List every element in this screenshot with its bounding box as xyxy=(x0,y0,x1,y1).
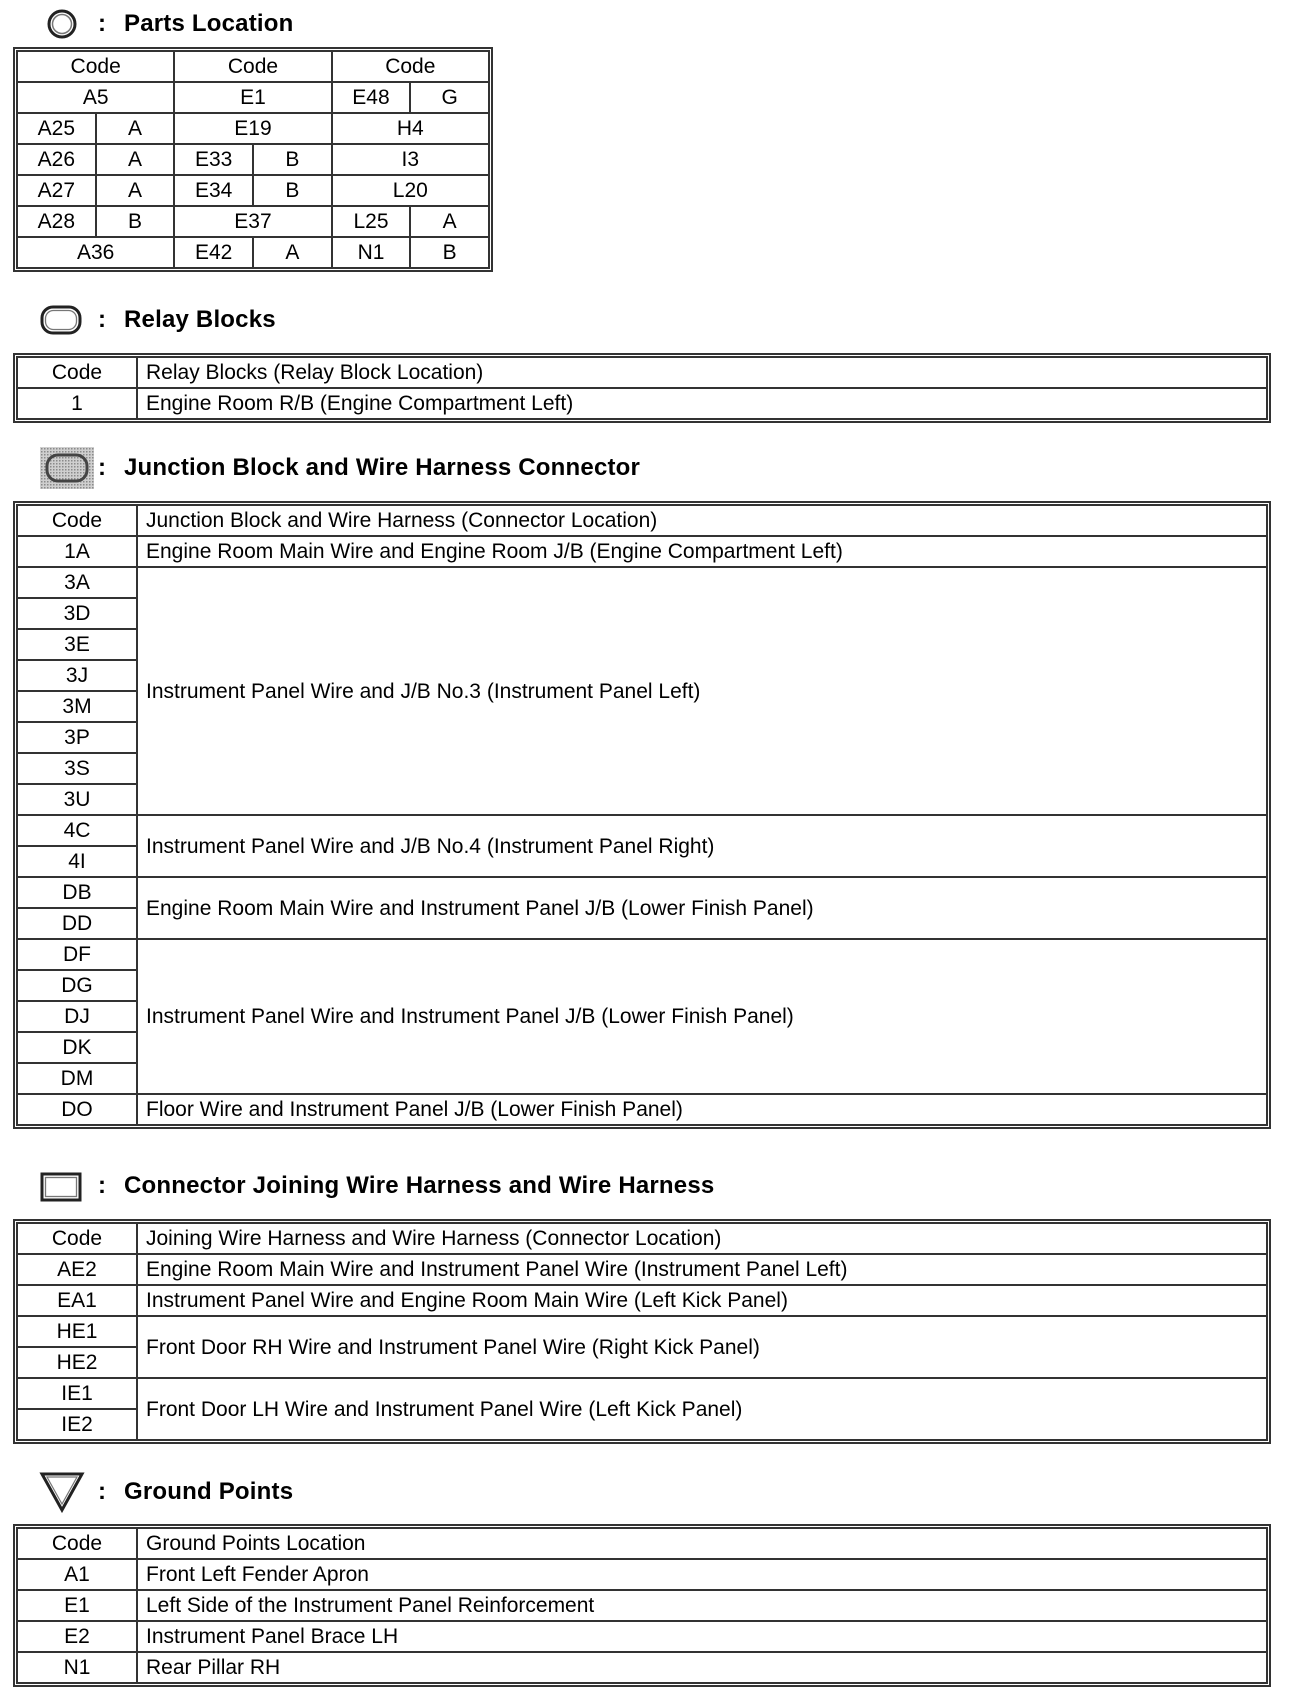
code-cell: 4C xyxy=(17,815,137,846)
table-row xyxy=(17,113,489,144)
code-cell: E19 xyxy=(174,113,331,144)
code-cell: A27 xyxy=(17,175,96,206)
table-row xyxy=(17,144,489,175)
desc-cell: Engine Room Main Wire and Instrument Panel J/B (Lower Finish Panel) xyxy=(137,877,1267,939)
desc-cell: Instrument Panel Wire and Instrument Panel J/B (Lower Finish Panel) xyxy=(137,939,1267,1094)
table-header-row xyxy=(17,357,1267,388)
ground-points-heading xyxy=(38,1472,293,1512)
parts-location-table xyxy=(16,50,490,269)
desc-cell: Front Door LH Wire and Instrument Panel Wire (Left Kick Panel) xyxy=(137,1378,1267,1440)
code-cell: E37 xyxy=(174,206,331,237)
code-cell: 3D xyxy=(17,598,137,629)
table-row xyxy=(17,877,1267,908)
suffix-cell: B xyxy=(410,237,489,268)
ground-points-table xyxy=(16,1527,1268,1684)
code-cell: A26 xyxy=(17,144,96,175)
table-row xyxy=(17,175,489,206)
suffix-cell: A xyxy=(96,175,175,206)
desc-cell: Instrument Panel Wire and J/B No.3 (Instrument Panel Left) xyxy=(137,567,1267,815)
suffix-cell: A xyxy=(410,206,489,237)
circle-icon xyxy=(38,4,98,44)
code-cell: DF xyxy=(17,939,137,970)
suffix-cell: B xyxy=(96,206,175,237)
code-cell: 3J xyxy=(17,660,137,691)
relay-blocks-table xyxy=(16,356,1268,420)
table-row xyxy=(17,1254,1267,1285)
table-row xyxy=(17,815,1267,846)
code-cell: H4 xyxy=(332,113,489,144)
code-cell: HE2 xyxy=(17,1347,137,1378)
table-row xyxy=(17,1094,1267,1125)
code-cell: IE1 xyxy=(17,1378,137,1409)
relay-blocks-heading xyxy=(38,300,276,340)
junction-block-heading xyxy=(38,448,640,488)
table-row xyxy=(17,567,1267,598)
table-row xyxy=(17,1378,1267,1409)
code-cell: E1 xyxy=(174,82,331,113)
code-cell: L25 xyxy=(332,206,411,237)
table-row xyxy=(17,82,489,113)
code-cell: 3U xyxy=(17,784,137,815)
table-row xyxy=(17,1316,1267,1347)
code-cell: 3E xyxy=(17,629,137,660)
colon: : xyxy=(98,10,106,37)
table-row xyxy=(17,1621,1267,1652)
header-desc-cell: Joining Wire Harness and Wire Harness (Connector Location) xyxy=(137,1223,1267,1254)
rect-icon xyxy=(38,1166,98,1206)
header-cell: Code xyxy=(17,51,174,82)
section-title: Parts Location xyxy=(124,10,294,37)
desc-cell: Engine Room Main Wire and Engine Room J/B (Engine Compartment Left) xyxy=(137,536,1267,567)
code-cell: DM xyxy=(17,1063,137,1094)
suffix-cell: G xyxy=(410,82,489,113)
header-cell: Code xyxy=(174,51,331,82)
desc-cell: Instrument Panel Wire and J/B No.4 (Instrument Panel Right) xyxy=(137,815,1267,877)
desc-cell: Front Door RH Wire and Instrument Panel Wire (Right Kick Panel) xyxy=(137,1316,1267,1378)
code-cell: A1 xyxy=(17,1559,137,1590)
desc-cell: Instrument Panel Brace LH xyxy=(137,1621,1267,1652)
suffix-cell: A xyxy=(253,237,332,268)
code-cell: IE2 xyxy=(17,1409,137,1440)
code-cell: DO xyxy=(17,1094,137,1125)
section-title: Junction Block and Wire Harness Connector xyxy=(124,454,641,481)
code-cell: 4I xyxy=(17,846,137,877)
code-cell: 1A xyxy=(17,536,137,567)
shaded-rounded-rect-icon xyxy=(38,448,98,488)
header-code-cell: Code xyxy=(17,357,137,388)
code-cell: L20 xyxy=(332,175,489,206)
desc-cell: Floor Wire and Instrument Panel J/B (Lower Finish Panel) xyxy=(137,1094,1267,1125)
code-cell: E1 xyxy=(17,1590,137,1621)
colon: : xyxy=(98,306,106,333)
table-header-row xyxy=(17,1223,1267,1254)
section-title: Ground Points xyxy=(124,1478,294,1505)
code-cell: 3P xyxy=(17,722,137,753)
code-cell: 1 xyxy=(17,388,137,419)
suffix-cell: A xyxy=(96,113,175,144)
desc-cell: Front Left Fender Apron xyxy=(137,1559,1267,1590)
code-cell: A5 xyxy=(17,82,174,113)
desc-cell: Instrument Panel Wire and Engine Room Main Wire (Left Kick Panel) xyxy=(137,1285,1267,1316)
code-cell: DD xyxy=(17,908,137,939)
header-desc-cell: Junction Block and Wire Harness (Connector Location) xyxy=(137,505,1267,536)
header-cell: Code xyxy=(332,51,489,82)
colon: : xyxy=(98,1478,106,1505)
table-row xyxy=(17,1590,1267,1621)
colon: : xyxy=(98,1172,106,1199)
code-cell: 3M xyxy=(17,691,137,722)
code-cell: N1 xyxy=(332,237,411,268)
table-row xyxy=(17,237,489,268)
section-title: Relay Blocks xyxy=(124,306,276,333)
connector-joining-heading xyxy=(38,1166,714,1206)
connector-joining-table xyxy=(16,1222,1268,1441)
section-title: Connector Joining Wire Harness and Wire Harness xyxy=(124,1172,715,1199)
code-cell: 3S xyxy=(17,753,137,784)
code-cell: N1 xyxy=(17,1652,137,1683)
header-code-cell: Code xyxy=(17,1528,137,1559)
code-cell: DB xyxy=(17,877,137,908)
colon: : xyxy=(98,454,106,481)
rounded-rect-icon xyxy=(38,300,98,340)
code-cell: E42 xyxy=(174,237,253,268)
table-row xyxy=(17,1285,1267,1316)
junction-block-table xyxy=(16,504,1268,1126)
header-desc-cell: Relay Blocks (Relay Block Location) xyxy=(137,357,1267,388)
table-header-row xyxy=(17,1528,1267,1559)
header-code-cell: Code xyxy=(17,505,137,536)
suffix-cell: B xyxy=(253,175,332,206)
suffix-cell: B xyxy=(253,144,332,175)
code-cell: E2 xyxy=(17,1621,137,1652)
table-header-row xyxy=(17,51,489,82)
code-cell: 3A xyxy=(17,567,137,598)
code-cell: I3 xyxy=(332,144,489,175)
code-cell: DK xyxy=(17,1032,137,1063)
table-row xyxy=(17,1559,1267,1590)
desc-cell: Left Side of the Instrument Panel Reinforcement xyxy=(137,1590,1267,1621)
code-cell: DG xyxy=(17,970,137,1001)
code-cell: E33 xyxy=(174,144,253,175)
header-code-cell: Code xyxy=(17,1223,137,1254)
table-row xyxy=(17,536,1267,567)
code-cell: A25 xyxy=(17,113,96,144)
code-cell: E48 xyxy=(332,82,411,113)
code-cell: A36 xyxy=(17,237,174,268)
down-triangle-icon xyxy=(38,1472,98,1512)
desc-cell: Rear Pillar RH xyxy=(137,1652,1267,1683)
code-cell: AE2 xyxy=(17,1254,137,1285)
suffix-cell: A xyxy=(96,144,175,175)
code-cell: E34 xyxy=(174,175,253,206)
header-desc-cell: Ground Points Location xyxy=(137,1528,1267,1559)
code-cell: HE1 xyxy=(17,1316,137,1347)
code-cell: A28 xyxy=(17,206,96,237)
table-header-row xyxy=(17,505,1267,536)
desc-cell: Engine Room Main Wire and Instrument Panel Wire (Instrument Panel Left) xyxy=(137,1254,1267,1285)
code-cell: DJ xyxy=(17,1001,137,1032)
table-row xyxy=(17,939,1267,970)
table-row xyxy=(17,206,489,237)
table-row xyxy=(17,1652,1267,1683)
desc-cell: Engine Room R/B (Engine Compartment Left) xyxy=(137,388,1267,419)
table-row xyxy=(17,388,1267,419)
code-cell: EA1 xyxy=(17,1285,137,1316)
parts-location-heading xyxy=(38,4,294,44)
